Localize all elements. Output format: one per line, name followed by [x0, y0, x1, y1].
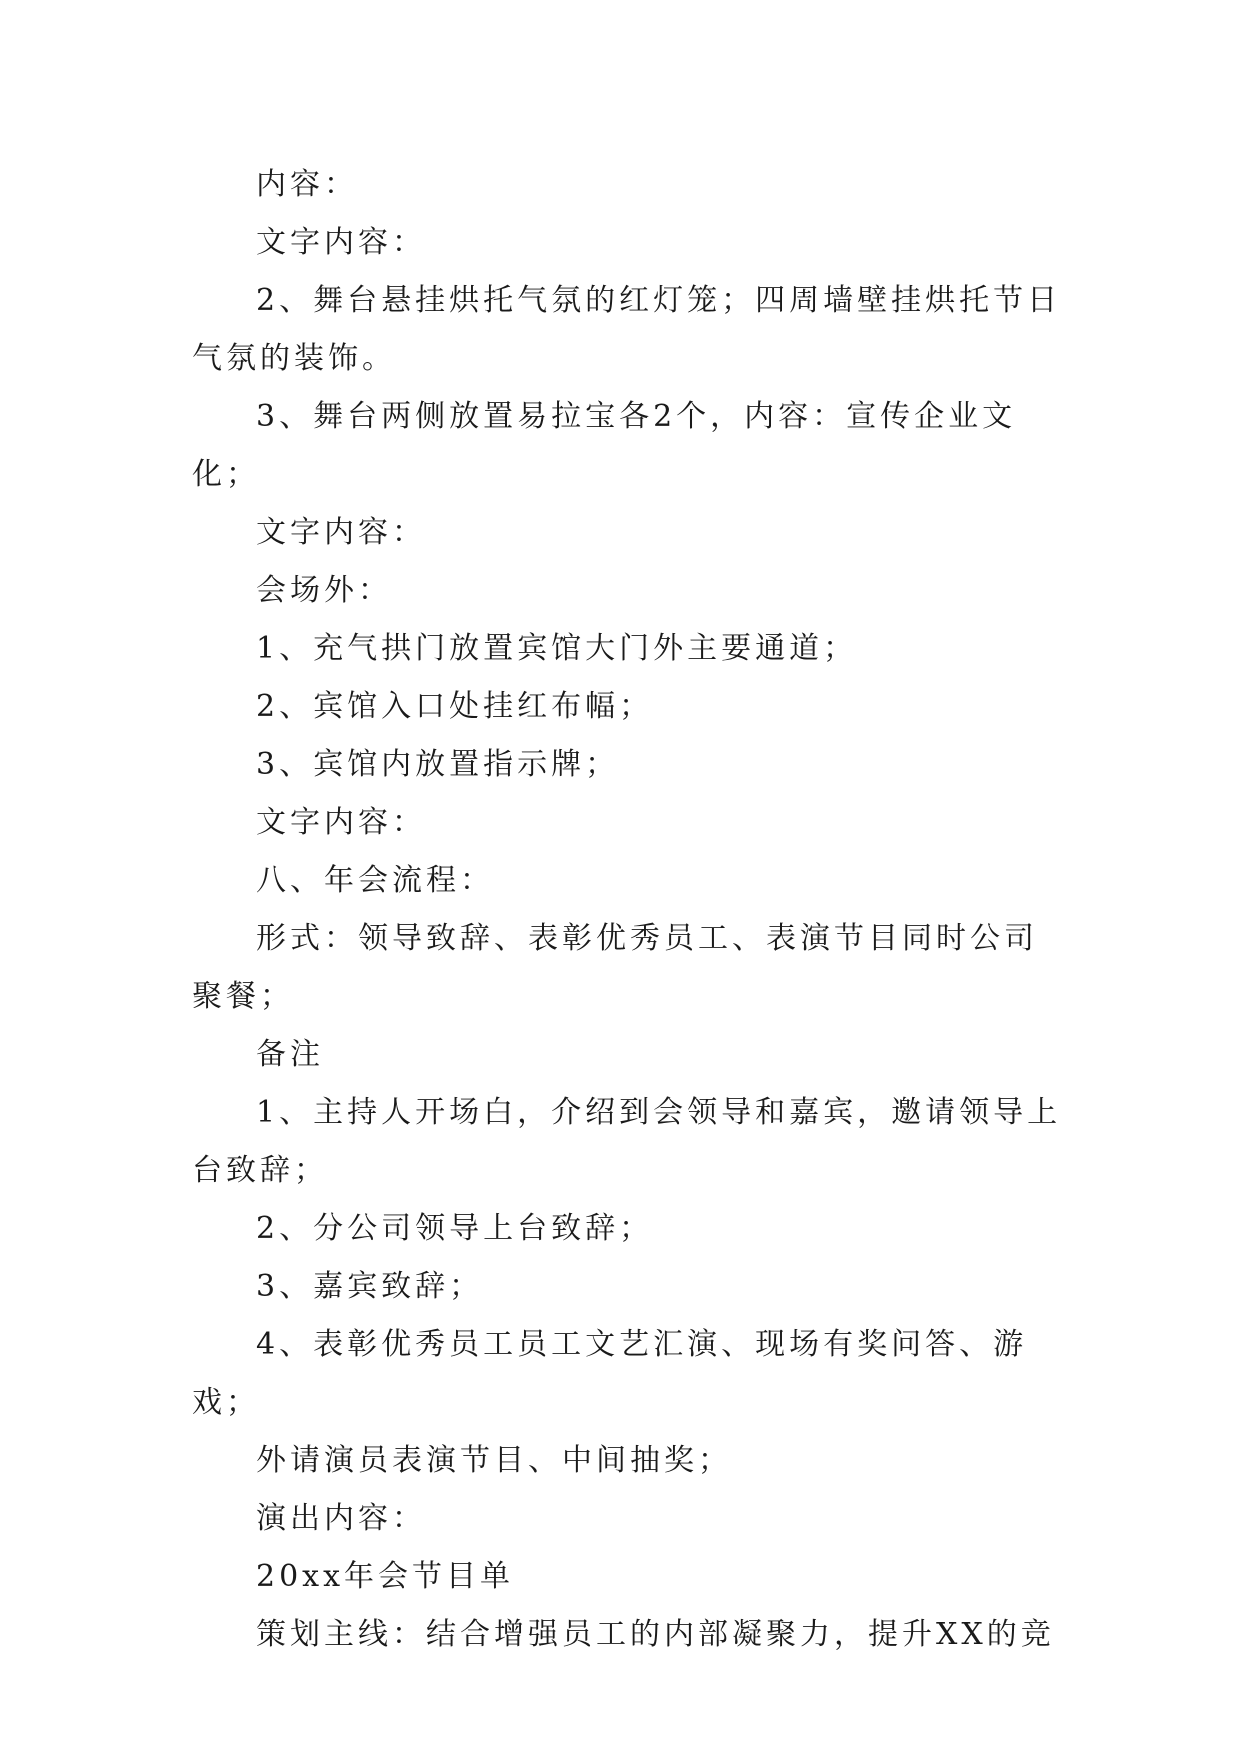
paragraph: 策划主线：结合增强员工的内部凝聚力，提升XX的竞	[256, 1617, 1055, 1652]
paragraph: 3、宾馆内放置指示牌；	[256, 747, 620, 782]
paragraph: 文字内容：	[256, 805, 426, 840]
paragraph: 20xx年会节目单	[256, 1559, 515, 1594]
paragraph: 文字内容：	[256, 225, 426, 260]
paragraph: 八、年会流程：	[256, 863, 494, 898]
paragraph: 备注	[256, 1037, 324, 1072]
paragraph: 演出内容：	[256, 1501, 426, 1536]
paragraph: 内容：	[256, 167, 358, 202]
paragraph: 2、舞台悬挂烘托气氛的红灯笼；四周墙壁挂烘托节日气氛的装饰。	[192, 283, 1062, 376]
paragraph: 会场外：	[256, 573, 392, 608]
paragraph: 1、主持人开场白，介绍到会领导和嘉宾，邀请领导上台致辞；	[192, 1095, 1062, 1188]
paragraph: 3、嘉宾致辞；	[256, 1269, 484, 1304]
paragraph: 2、分公司领导上台致辞；	[256, 1211, 654, 1246]
paragraph: 外请演员表演节目、中间抽奖；	[256, 1443, 732, 1478]
paragraph: 4、表彰优秀员工员工文艺汇演、现场有奖问答、游戏；	[192, 1327, 1028, 1420]
document-body	[192, 156, 1062, 1664]
paragraph: 1、充气拱门放置宾馆大门外主要通道；	[256, 631, 858, 666]
paragraph: 2、宾馆入口处挂红布幅；	[256, 689, 654, 724]
paragraph: 文字内容：	[256, 515, 426, 550]
paragraph: 形式：领导致辞、表彰优秀员工、表演节目同时公司聚餐；	[192, 921, 1038, 1014]
paragraph: 3、舞台两侧放置易拉宝各2个，内容：宣传企业文化；	[192, 399, 1017, 492]
